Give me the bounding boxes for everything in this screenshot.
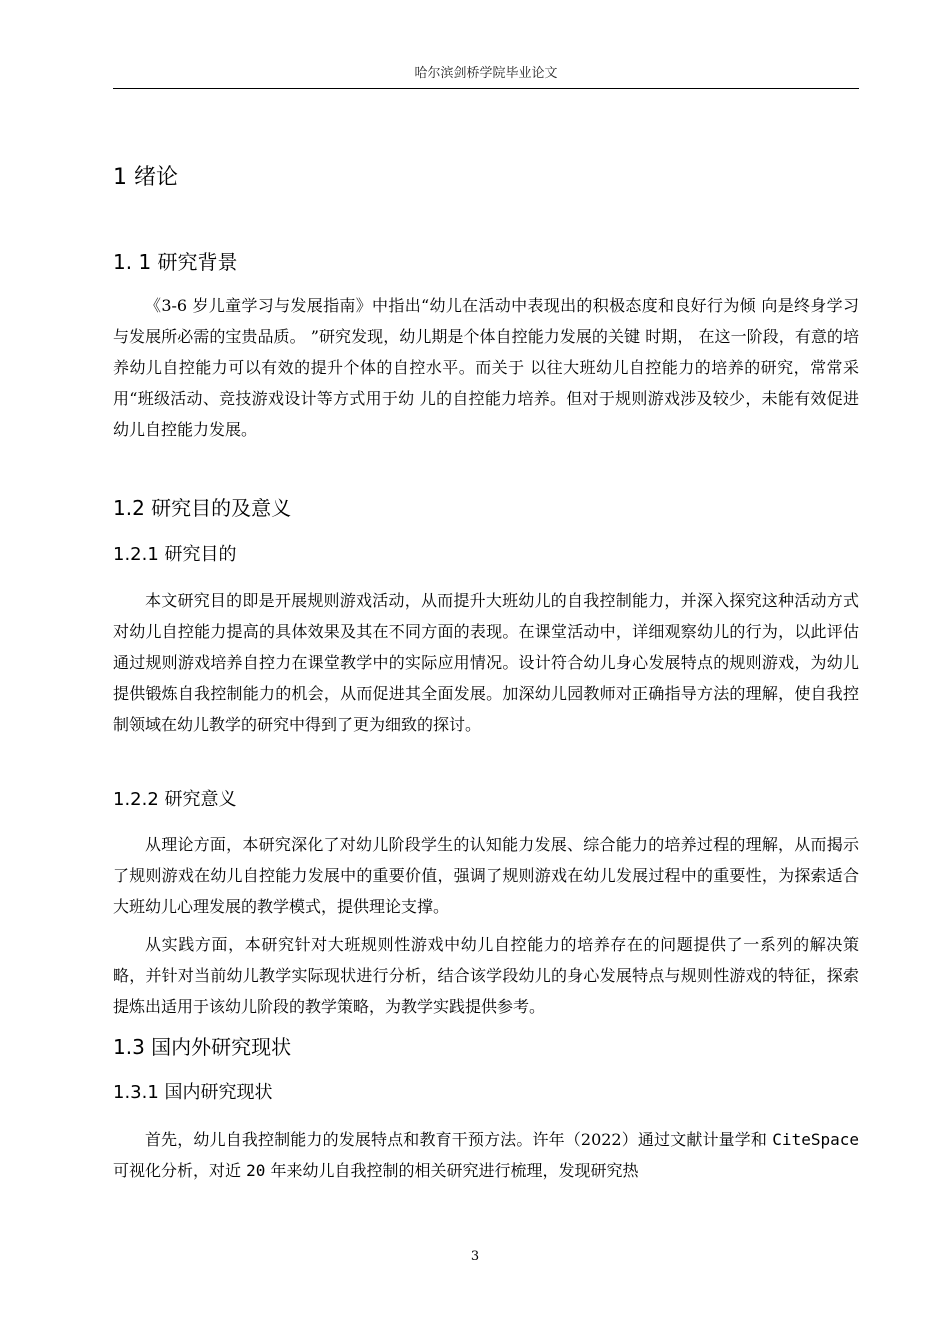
page-number: 3 [470,1249,480,1264]
paragraph-text-part-b: 可视化分析，对近 [113,1161,247,1180]
subsection-heading-1-2-2: 1.2.2 研究意义 [113,789,237,810]
chapter-heading: 1 绪论 [113,165,178,190]
subsection-heading-1-2-1: 1.2.1 研究目的 [113,544,237,565]
paragraph-theoretical-significance: 从理论方面，本研究深化了对幼儿阶段学生的认知能力发展、综合能力的培养过程的理解，从而揭示了规则游戏在幼儿自控能力发展中的重要价值，强调了规则游戏在幼儿发展过程中的重要性，为探索适合大班幼儿心理发展的教学模式，提供理论支撑。 [113,835,859,916]
subsection-heading-1-3-1: 1.3.1 国内研究现状 [113,1082,273,1103]
paragraph-text-part-a: 首先，幼儿自我控制能力的发展特点和教育干预方法。许年（2022）通过文献计量学和 [145,1130,773,1149]
paragraph-research-background: 《3-6 岁儿童学习与发展指南》中指出“幼儿在活动中表现出的积极态度和良好行为倾 向是终身学习与发展所必需的宝贵品质。 ”研究发现，幼儿期是个体自控能力发展的关键 时期， 在这一阶段，有意的培养幼儿自控能力可以有效的提升个体的自控水平。而关于 以往大班幼儿自控能力的培养的研究，常常采用“班级活动、竞技游戏设计等方式用于幼 儿的自控能力培养。但对于规则游戏涉及较少，未能有效促进幼儿自控能力发展。 [113,296,859,439]
paragraph-domestic-research [113,1124,859,1186]
paragraph-text-years: 20 [246,1161,266,1180]
section-heading-1-3: 1.3 国内外研究现状 [113,1035,292,1059]
section-heading-1-2: 1.2 研究目的及意义 [113,496,292,520]
paragraph-practical-significance: 从实践方面，本研究针对大班规则性游戏中幼儿自控能力的培养存在的问题提供了一系列的解决策略，并针对当前幼儿教学实际现状进行分析，结合该学段幼儿的身心发展特点与规则性游戏的特征，探索提炼出适用于该幼儿阶段的教学策略，为教学实践提供参考。 [113,935,859,1016]
paragraph-text-citespace: CiteSpace [772,1130,859,1149]
paragraph-text-part-c: 年来幼儿自我控制的相关研究进行梳理，发现研究热 [265,1161,639,1180]
header-title: 哈尔滨剑桥学院毕业论文 [414,66,558,81]
paragraph-research-purpose: 本文研究目的即是开展规则游戏活动，从而提升大班幼儿的自我控制能力，并深入探究这种活动方式对幼儿自控能力提高的具体效果及其在不同方面的表现。在课堂活动中，详细观察幼儿的行为，以此评估通过规则游戏培养自控力在课堂教学中的实际应用情况。设计符合幼儿身心发展特点的规则游戏，为幼儿提供锻炼自我控制能力的机会，从而促进其全面发展。加深幼儿园教师对正确指导方法的理解，使自我控制领域在幼儿教学的研究中得到了更为细致的探讨。 [113,591,859,734]
page-header [113,64,859,89]
section-heading-1-1: 1. 1 研究背景 [113,250,238,274]
